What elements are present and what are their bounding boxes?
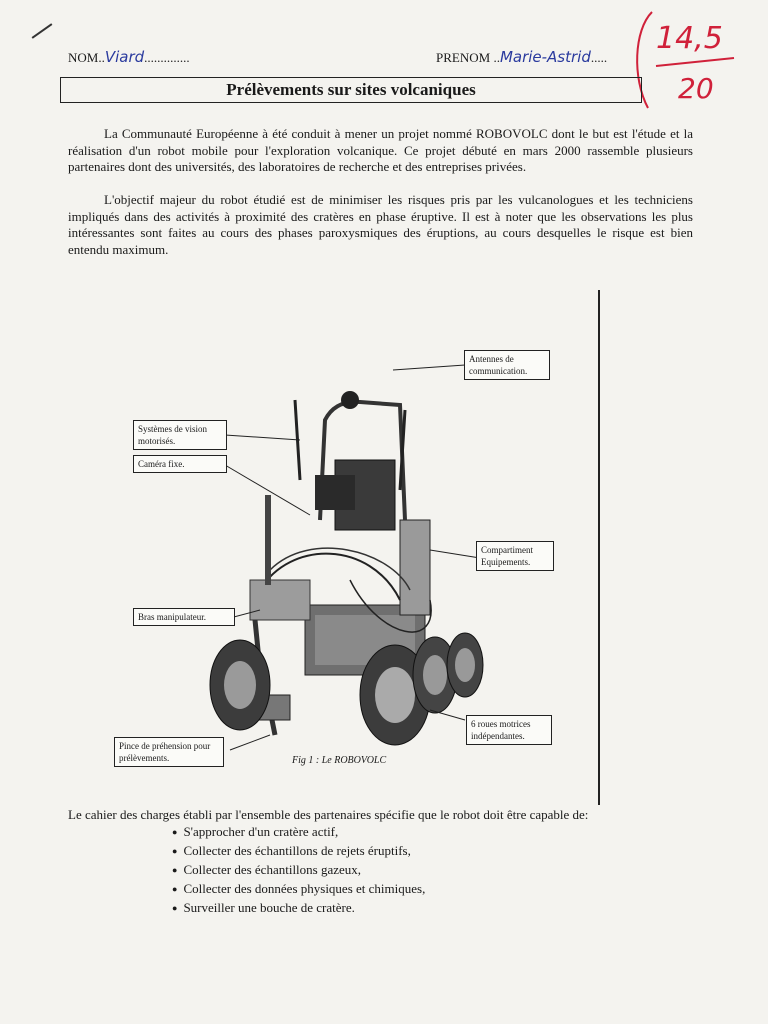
- nom-handwritten-value: Viard: [104, 48, 145, 66]
- prenom-label: PRENOM: [436, 50, 491, 65]
- intro-paragraph: La Communauté Européenne à été conduit à mener un projet nommé ROBOVOLC dont le but est l'étude et la réalisation d'un robot mobile pour l'exploration volcanique. Ce projet débuté en mars 2000 rassemble plusieurs partenaires dont des universités, des laboratoires de recherche et des entreprises privées.: [68, 126, 693, 174]
- callout-camera: Caméra fixe.: [133, 455, 227, 473]
- grade-total: 20: [678, 72, 714, 105]
- list-item: ● Collecter des échantillons de rejets éruptifs,: [172, 842, 425, 861]
- grade-mark: [630, 8, 750, 118]
- callout-vision: Systèmes de vision motorisés.: [133, 420, 227, 450]
- list-item: ● S'approcher d'un cratère actif,: [172, 823, 425, 842]
- callout-bras: Bras manipulateur.: [133, 608, 235, 626]
- list-item: ● Surveiller une bouche de cratère.: [172, 899, 425, 918]
- nom-label: NOM: [68, 50, 99, 65]
- callout-compartiment: Compartiment Equipements.: [476, 541, 554, 571]
- callout-pince: Pince de préhension pour prélèvements.: [114, 737, 224, 767]
- requirements-list: [172, 823, 425, 918]
- page-title: Prélèvements sur sites volcaniques: [60, 77, 642, 103]
- list-item: ● Collecter des échantillons gazeux,: [172, 861, 425, 880]
- prenom-field: PRENOM ..Marie-Astrid.....: [436, 48, 608, 66]
- callout-roues: 6 roues motrices indépendantes.: [466, 715, 552, 745]
- student-header: [68, 48, 648, 68]
- objective-paragraph: L'objectif majeur du robot étudié est de minimiser les risques pris par les vulcanologues et les techniciens impliqués dans des activités à proximité des cratères en phase éruptive. Il est à noter que les observations les plus intéressantes sont faites au cours des phases paroxysmiques des éruptions, au cours desquelles le risque est bien entendu maximum.: [68, 192, 693, 257]
- margin-line: [598, 290, 600, 805]
- grade-score: 14,5: [656, 21, 723, 56]
- prenom-handwritten-value: Marie-Astrid: [499, 48, 591, 66]
- cahier-intro: Le cahier des charges établi par l'ensemble des partenaires spécifie que le robot doit être capable de:: [68, 807, 589, 822]
- callout-antennes: Antennes de communication.: [464, 350, 550, 380]
- list-item: ● Collecter des données physiques et chimiques,: [172, 880, 425, 899]
- figure-caption: Fig 1 : Le ROBOVOLC: [292, 755, 387, 766]
- nom-field: NOM..Viard..............: [68, 48, 190, 66]
- pen-mark: [32, 23, 53, 38]
